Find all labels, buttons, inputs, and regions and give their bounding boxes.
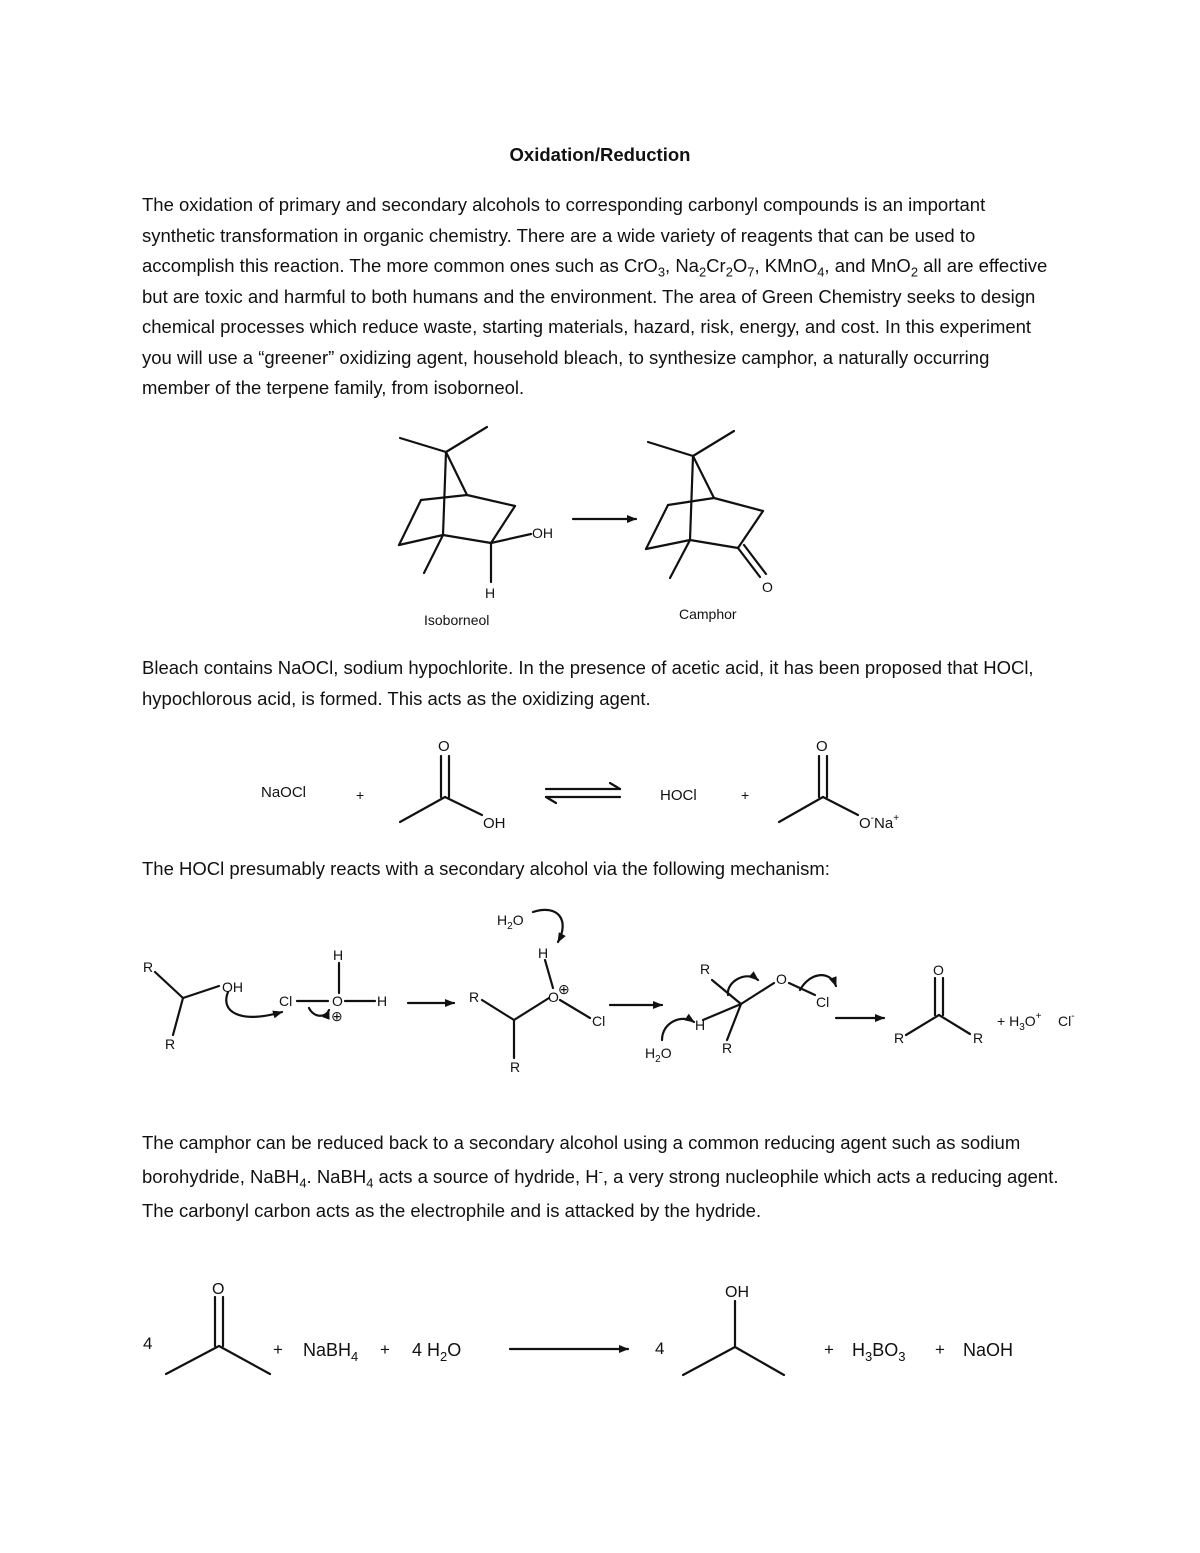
equilibrium-arrow [546, 783, 620, 803]
reduction-paragraph: The camphor can be reduced back to a secondary alcohol using a common reducing agent such as sodium borohydride, NaBH$_4$. NaBH$_4$ acts a source of hydride, H-, a very strong nucleophile which acts a reducing agent. The carbonyl carbon acts as the electrophile and is attacked by the hydride. [142, 1132, 1059, 1221]
mechanism-intermediate-1 [482, 960, 590, 1058]
isoborneol-structure [399, 427, 531, 582]
carbonyl-o-label: O [762, 579, 773, 595]
curved-arrow-3 [533, 910, 563, 942]
nabh4-label: NaBH$_4$ [303, 1340, 359, 1364]
water-label: $H_2O$ [497, 912, 524, 932]
mech-oh-label: OH [222, 979, 243, 995]
mech3-o-label: O [776, 971, 787, 987]
mechanism-paragraph: The HOCl presumably reacts with a secondary alcohol via the following mechanism: [142, 858, 830, 879]
isopropanol-oh-label: OH [725, 1284, 749, 1301]
mechanism-intermediate-2 [703, 980, 815, 1040]
mechanism-alcohol [155, 972, 219, 1035]
plus-6: + [935, 1340, 945, 1359]
r-label-2: R [165, 1036, 176, 1052]
camphor-label: Camphor [679, 606, 737, 622]
r-label-6: R [722, 1040, 733, 1056]
acetate-ona-label: O-Na+ [859, 813, 900, 832]
curved-arrow-6 [662, 1019, 694, 1040]
hydronium-label: + $H_3O^+$ [997, 1011, 1042, 1033]
plus-1: + [356, 787, 365, 803]
plus-5: + [824, 1340, 834, 1359]
acetate-o-label: O [816, 738, 828, 755]
mech-o-label: O [332, 993, 343, 1009]
h-label: H [485, 585, 496, 601]
naocl-label: NaOCl [261, 784, 307, 801]
curved-arrow-2 [309, 1008, 329, 1016]
r-label-1: R [143, 959, 154, 975]
acetic-acid-structure [400, 756, 482, 822]
page-title: Oxidation/Reduction [509, 144, 691, 165]
mech3-h-label: H [695, 1017, 706, 1033]
bleach-paragraph: Bleach contains NaOCl, sodium hypochlorite. In the presence of acetic acid, it has been proposed that HOCl, hypochlorous acid, is formed. This acts as the oxidizing agent. [142, 657, 1034, 709]
mech-h-right: H [377, 993, 388, 1009]
acetone-structure [166, 1297, 270, 1374]
plus-3: + [273, 1340, 283, 1359]
boric-acid-label: $H_3BO_3$ [852, 1340, 906, 1364]
mech2-h-label: H [538, 945, 549, 961]
acid-o-label: O [438, 738, 450, 755]
r-label-7: R [894, 1030, 905, 1046]
acetone-o-label: O [212, 1281, 225, 1298]
oplus-1: ⊕ [331, 1008, 343, 1024]
plus-4: + [380, 1340, 390, 1359]
coef-4-right: 4 [655, 1339, 665, 1358]
mechanism-ketone [906, 978, 970, 1035]
oh-label: OH [532, 525, 553, 541]
mech2-o-label: O [548, 989, 559, 1005]
mech-cl-label: Cl [279, 993, 293, 1009]
plus-2: + [741, 787, 750, 803]
acetate-structure [779, 756, 858, 822]
curved-arrow-1 [226, 992, 282, 1017]
r-label-5: R [700, 961, 711, 977]
r-label-3: R [469, 989, 480, 1005]
naoh-label: NaOH [963, 1340, 1014, 1360]
acid-oh-label: OH [483, 815, 506, 832]
water-4-label: 4 $H_2O$ [412, 1340, 462, 1364]
r-label-4: R [510, 1059, 521, 1075]
mech3-cl-label: Cl [816, 994, 830, 1010]
curved-arrow-5 [800, 975, 836, 990]
mech-h-top: H [333, 947, 344, 963]
camphor-structure [646, 431, 766, 578]
curved-arrow-4 [728, 976, 758, 995]
mech2-cl-label: Cl [592, 1013, 606, 1029]
water-label-2: $H_2O$ [645, 1045, 672, 1065]
r-label-8: R [973, 1030, 984, 1046]
ketone-o-label: O [933, 962, 944, 978]
isoborneol-label: Isoborneol [424, 612, 490, 628]
chloride-label: Cl- [1058, 1011, 1075, 1029]
intro-paragraph: The oxidation of primary and secondary alcohols to corresponding carbonyl compounds is an important synthetic transformation in organic chemistry. There are a wide variety of reagents that can be used to accomplish this reaction. The more common ones such as CrO$_3$, $Na_2Cr_2O_7$, KMnO$_4$, and MnO$_2$ all are effective but are toxic and harmful to both humans and the environment. The area of Green Chemistry seeks to design chemical processes which reduce waste, starting materials, hazard, risk, energy, and cost. In this experiment you will use a “greener” oxidizing agent, household bleach, to synthesize camphor, a naturally occurring member of the terpene family, from isoborneol. [142, 194, 1048, 398]
coef-4-left: 4 [143, 1334, 153, 1353]
hocl-label: HOCl [660, 787, 697, 804]
isopropanol-structure [683, 1301, 784, 1375]
oplus-2: ⊕ [558, 981, 570, 997]
